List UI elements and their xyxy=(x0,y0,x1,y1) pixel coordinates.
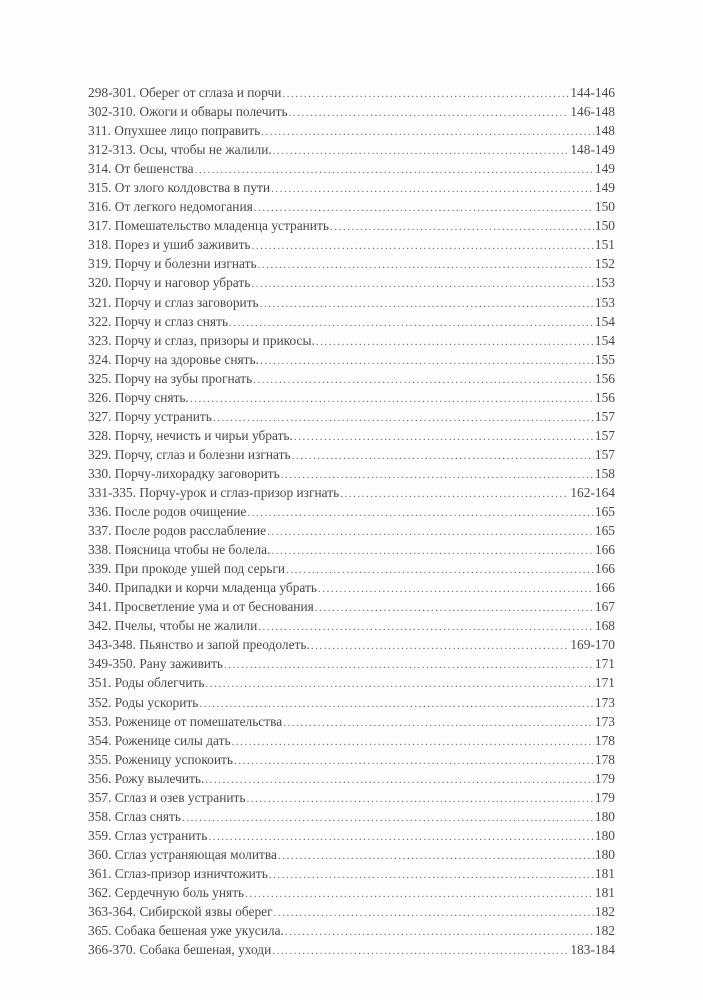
toc-entry-title: 359. Сглаз устранить xyxy=(88,827,208,843)
dot-leader xyxy=(273,142,570,161)
toc-entry-page: 150 xyxy=(594,218,615,234)
toc-entry xyxy=(88,331,615,350)
toc-entry xyxy=(88,254,615,273)
toc-entry xyxy=(88,864,615,883)
toc-entry-page: 154 xyxy=(594,313,615,329)
toc-entry-title: 361. Сглаз-призор изничтожить xyxy=(88,865,268,881)
toc-entry xyxy=(88,102,615,121)
toc-entry-title: 362. Сердечную боль унять xyxy=(88,884,245,900)
toc-entry-title: 326. Порчу снять. xyxy=(88,389,189,405)
toc-entry-page: 156 xyxy=(594,370,615,386)
toc-entry xyxy=(88,883,615,902)
toc-entry xyxy=(88,940,615,959)
dot-leader xyxy=(289,104,570,123)
toc-entry xyxy=(88,388,615,407)
toc-entry xyxy=(88,540,615,559)
dot-leader xyxy=(182,809,594,828)
toc-entry xyxy=(88,312,615,331)
toc-entry-page: 157 xyxy=(594,427,615,443)
toc-entry xyxy=(88,616,615,635)
toc-entry xyxy=(88,788,615,807)
dot-leader xyxy=(272,942,569,961)
dot-leader xyxy=(253,371,594,390)
toc-entry-page: 149 xyxy=(594,180,615,196)
toc-entry-title: 330. Порчу-лихорадку заговорить xyxy=(88,465,280,481)
dot-leader xyxy=(292,447,594,466)
toc-entry-title: 353. Роженице от помешательства xyxy=(88,713,283,729)
toc-entry xyxy=(88,483,615,502)
toc-entry-page: 167 xyxy=(594,599,615,615)
toc-entry-page: 165 xyxy=(594,523,615,539)
toc-entry-page: 148-149 xyxy=(570,142,615,158)
toc-entry-page: 180 xyxy=(594,827,615,843)
toc-entry-page: 182 xyxy=(594,923,615,939)
toc-entry-page: 166 xyxy=(594,580,615,596)
toc-entry xyxy=(88,83,615,102)
toc-entry-page: 148 xyxy=(594,123,615,139)
toc-entry-title: 336. После родов очищение xyxy=(88,504,247,520)
toc-entry xyxy=(88,826,615,845)
toc-entry xyxy=(88,769,615,788)
dot-leader xyxy=(271,180,594,199)
toc-entry-page: 144-146 xyxy=(570,85,615,100)
dot-leader xyxy=(340,485,569,504)
toc-entry-page: 157 xyxy=(594,408,615,424)
dot-leader xyxy=(251,275,594,294)
dot-leader xyxy=(318,580,594,599)
toc-entry-page: 149 xyxy=(594,161,615,177)
toc-entry-title: 366-370. Собака бешеная, уходи xyxy=(88,942,272,958)
toc-entry-page: 168 xyxy=(594,618,615,634)
toc-entry-page: 180 xyxy=(594,846,615,862)
toc-entry-page: 171 xyxy=(594,656,615,672)
dot-leader xyxy=(282,85,569,104)
toc-entry-page: 178 xyxy=(594,732,615,748)
dot-leader xyxy=(261,123,594,142)
dot-leader xyxy=(205,771,594,790)
toc-entry xyxy=(88,273,615,292)
dot-leader xyxy=(267,523,594,542)
toc-entry-title: 360. Сглаз устраняющая молитва xyxy=(88,846,277,862)
toc-entry xyxy=(88,216,615,235)
toc-entry-title: 314. От бешенства xyxy=(88,161,194,177)
toc-entry-title: 322. Порчу и сглаз снять xyxy=(88,313,229,329)
toc-entry-page: 154 xyxy=(594,332,615,348)
dot-leader xyxy=(260,352,594,371)
toc-entry-page: 173 xyxy=(594,713,615,729)
dot-leader xyxy=(294,428,594,447)
toc-entry xyxy=(88,902,615,921)
toc-entry xyxy=(88,807,615,826)
toc-entry-title: 318. Порез и ушиб заживить xyxy=(88,237,251,253)
toc-entry-page: 178 xyxy=(594,751,615,767)
dot-leader xyxy=(330,218,594,237)
dot-leader xyxy=(274,904,594,923)
toc-entry-title: 324. Порчу на здоровье снять. xyxy=(88,351,259,367)
toc-entry-page: 180 xyxy=(594,808,615,824)
dot-leader xyxy=(269,866,594,885)
dot-leader xyxy=(311,637,570,656)
dot-leader xyxy=(286,561,594,580)
toc-entry-page: 166 xyxy=(594,542,615,558)
toc-entry xyxy=(88,750,615,769)
toc-entry xyxy=(88,673,615,692)
toc-entry xyxy=(88,921,615,940)
toc-entry-title: 357. Сглаз и озев устранить xyxy=(88,789,246,805)
toc-entry-title: 352. Роды ускорить xyxy=(88,694,199,710)
toc-entry-title: 356. Рожу вылечить. xyxy=(88,770,205,786)
toc-entry xyxy=(88,178,615,197)
toc-entry xyxy=(88,464,615,483)
toc-entry-page: 181 xyxy=(594,865,615,881)
dot-leader xyxy=(224,656,594,675)
dot-leader xyxy=(252,237,594,256)
dot-leader xyxy=(271,542,593,561)
toc-entry xyxy=(88,521,615,540)
toc-entry-page: 166 xyxy=(594,561,615,577)
toc-entry-page: 156 xyxy=(594,389,615,405)
toc-entry xyxy=(88,845,615,864)
toc-entry-page: 179 xyxy=(594,770,615,786)
toc-entry xyxy=(88,502,615,521)
toc-entry-title: 341. Просветление ума и от беснования xyxy=(88,599,314,615)
toc-entry-page: 152 xyxy=(594,256,615,272)
toc-entry-title: 329. Порчу, сглаз и болезни изгнать xyxy=(88,446,291,462)
toc-entry xyxy=(88,121,615,140)
dot-leader xyxy=(278,847,594,866)
dot-leader xyxy=(258,256,594,275)
toc-entry-page: 169-170 xyxy=(570,637,615,653)
dot-leader xyxy=(260,295,594,314)
toc-entry-page: 173 xyxy=(594,694,615,710)
dot-leader xyxy=(246,790,593,809)
toc-entry-title: 354. Роженице силы дать xyxy=(88,732,231,748)
toc-entry-title: 325. Порчу на зубы прогнать xyxy=(88,370,253,386)
toc-entry xyxy=(88,350,615,369)
toc-entry-title: 316. От легкого недомогания xyxy=(88,199,253,215)
toc-entry-page: 179 xyxy=(594,789,615,805)
dot-leader xyxy=(285,923,594,942)
toc-entry xyxy=(88,369,615,388)
dot-leader xyxy=(232,733,594,752)
dot-leader xyxy=(247,504,594,523)
toc-entry xyxy=(88,293,615,312)
toc-entry-page: 181 xyxy=(594,884,615,900)
toc-entry-title: 302-310. Ожоги и обвары полечить xyxy=(88,104,288,120)
toc-entry-title: 312-313. Осы, чтобы не жалили. xyxy=(88,142,272,158)
toc-entry xyxy=(88,407,615,426)
toc-entry xyxy=(88,445,615,464)
dot-leader xyxy=(283,714,594,733)
dot-leader xyxy=(234,752,594,771)
toc-entry-title: 319. Порчу и болезни изгнать xyxy=(88,256,257,272)
dot-leader xyxy=(316,333,594,352)
toc-entry-title: 349-350. Рану заживить xyxy=(88,656,224,672)
toc-entry-title: 365. Собака бешеная уже укусила. xyxy=(88,923,284,939)
toc-entry-page: 165 xyxy=(594,504,615,520)
toc-entry xyxy=(88,159,615,178)
toc-entry-title: 339. При прокоде ушей под серьги xyxy=(88,561,286,577)
toc-entry xyxy=(88,693,615,712)
toc-entry-page: 153 xyxy=(594,294,615,310)
toc-entry-title: 358. Сглаз снять xyxy=(88,808,182,824)
table-of-contents xyxy=(88,83,615,959)
toc-entry-page: 155 xyxy=(594,351,615,367)
toc-entry-title: 363-364. Сибирской язвы оберег xyxy=(88,904,273,920)
dot-leader xyxy=(315,599,594,618)
toc-entry-page: 157 xyxy=(594,446,615,462)
toc-entry-title: 311. Опухшее лицо поправить xyxy=(88,123,261,139)
toc-entry xyxy=(88,559,615,578)
toc-entry-title: 321. Порчу и сглаз заговорить xyxy=(88,294,259,310)
toc-entry-title: 340. Припадки и корчи младенца убрать xyxy=(88,580,317,596)
toc-entry xyxy=(88,426,615,445)
toc-entry xyxy=(88,654,615,673)
toc-entry-page: 151 xyxy=(594,237,615,253)
toc-entry-title: 298-301. Оберег от сглаза и порчи xyxy=(88,85,282,100)
toc-entry-page: 171 xyxy=(594,675,615,691)
toc-entry-title: 331-335. Порчу-урок и сглаз-призор изгнать xyxy=(88,484,340,500)
toc-entry-page: 150 xyxy=(594,199,615,215)
toc-entry-page: 182 xyxy=(594,904,615,920)
toc-entry xyxy=(88,140,615,159)
toc-entry-title: 351. Роды облегчить xyxy=(88,675,205,691)
toc-entry-title: 315. От злого колдовства в пути xyxy=(88,180,271,196)
toc-entry xyxy=(88,197,615,216)
toc-entry-title: 337. После родов расслабление xyxy=(88,523,267,539)
toc-entry xyxy=(88,712,615,731)
dot-leader xyxy=(190,390,594,409)
toc-entry-title: 320. Порчу и наговор убрать xyxy=(88,275,251,291)
toc-entry-page: 153 xyxy=(594,275,615,291)
toc-entry-title: 343-348. Пьянство и запой преодолеть. xyxy=(88,637,310,653)
dot-leader xyxy=(206,675,594,694)
toc-entry-page: 183-184 xyxy=(570,942,615,958)
dot-leader xyxy=(245,885,594,904)
toc-entry-title: 328. Порчу, нечисть и чирьи убрать. xyxy=(88,427,293,443)
toc-entry xyxy=(88,731,615,750)
toc-entry xyxy=(88,578,615,597)
toc-entry xyxy=(88,597,615,616)
toc-entry-page: 146-148 xyxy=(570,104,615,120)
toc-entry-title: 317. Помешательство младенца устранить xyxy=(88,218,329,234)
toc-entry-title: 342. Пчелы, чтобы не жалили xyxy=(88,618,258,634)
toc-entry-page: 158 xyxy=(594,465,615,481)
toc-entry-title: 355. Роженицу успокоить xyxy=(88,751,233,767)
toc-entry xyxy=(88,635,615,654)
toc-entry xyxy=(88,235,615,254)
toc-entry-page: 162-164 xyxy=(570,484,615,500)
toc-entry-title: 327. Порчу устранить xyxy=(88,408,212,424)
toc-entry-title: 338. Поясница чтобы не болела. xyxy=(88,542,271,558)
toc-entry-title: 323. Порчу и сглаз, призоры и прикосы. xyxy=(88,332,315,348)
